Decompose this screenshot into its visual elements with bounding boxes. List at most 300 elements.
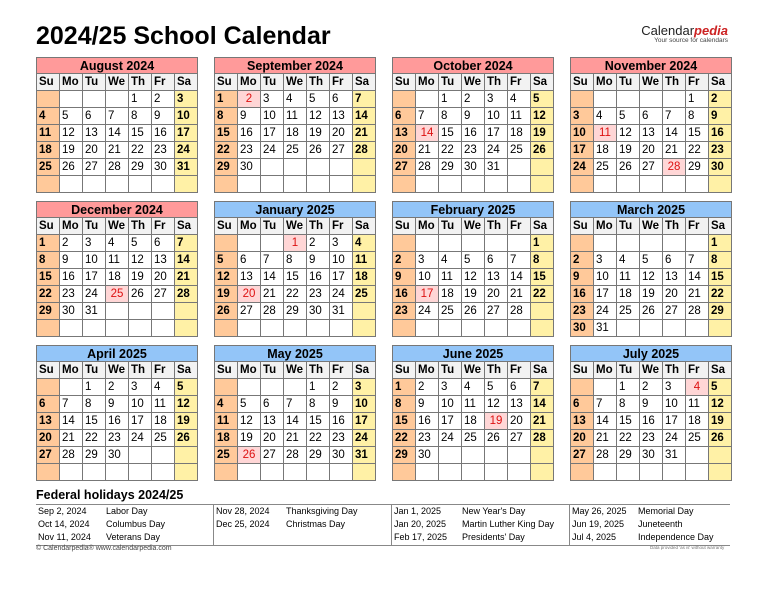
day-cell: 28 (416, 159, 439, 176)
weekday-header: Fr (330, 218, 353, 235)
day-cell: 17 (175, 125, 198, 142)
empty-day-cell (531, 320, 554, 337)
day-cell: 15 (709, 269, 732, 286)
day-cell: 16 (60, 269, 83, 286)
empty-day-cell (462, 235, 485, 252)
day-cell: 30 (307, 303, 330, 320)
day-cell: 27 (238, 303, 261, 320)
weekday-header: Mo (238, 218, 261, 235)
empty-day-cell (594, 464, 617, 481)
day-cell: 29 (83, 447, 106, 464)
day-cell: 7 (106, 108, 129, 125)
empty-day-cell (152, 320, 175, 337)
empty-day-cell (83, 176, 106, 193)
weekday-header: Sa (175, 74, 198, 91)
day-cell: 1 (439, 91, 462, 108)
holiday-date: Jul 4, 2025 (572, 532, 617, 542)
day-cell: 19 (709, 413, 732, 430)
empty-day-cell (617, 91, 640, 108)
day-cell: 29 (215, 159, 238, 176)
day-cell: 17 (485, 125, 508, 142)
day-cell: 19 (175, 413, 198, 430)
empty-day-cell (152, 303, 175, 320)
day-cell: 7 (60, 396, 83, 413)
day-cell: 6 (571, 396, 594, 413)
day-cell: 21 (60, 430, 83, 447)
holiday-day-cell: 1 (284, 235, 307, 252)
holiday-name: Veterans Day (106, 532, 161, 542)
day-cell: 3 (485, 91, 508, 108)
day-cell: 6 (83, 108, 106, 125)
empty-day-cell (284, 159, 307, 176)
day-cell: 24 (439, 430, 462, 447)
day-cell: 25 (439, 303, 462, 320)
day-cell: 9 (238, 108, 261, 125)
weekday-header: Sa (531, 74, 554, 91)
day-cell: 15 (531, 269, 554, 286)
day-cell: 28 (353, 142, 376, 159)
empty-day-cell (353, 176, 376, 193)
day-cell: 19 (617, 142, 640, 159)
empty-day-cell (175, 303, 198, 320)
weekday-header: Tu (261, 218, 284, 235)
month-title: April 2025 (36, 345, 198, 362)
empty-day-cell (215, 464, 238, 481)
day-cell: 7 (353, 91, 376, 108)
day-cell: 30 (106, 447, 129, 464)
day-cell: 12 (307, 108, 330, 125)
empty-day-cell (439, 235, 462, 252)
day-cell: 4 (508, 91, 531, 108)
day-cell: 8 (307, 396, 330, 413)
day-cell: 24 (485, 142, 508, 159)
day-cell: 26 (617, 159, 640, 176)
month-title: March 2025 (570, 201, 732, 218)
day-cell: 13 (663, 269, 686, 286)
empty-day-cell (129, 320, 152, 337)
day-cell: 10 (485, 108, 508, 125)
weekday-header: Tu (617, 74, 640, 91)
day-cell: 27 (37, 447, 60, 464)
day-cell: 25 (215, 447, 238, 464)
day-cell: 14 (508, 269, 531, 286)
day-cell: 13 (571, 413, 594, 430)
day-cell: 21 (175, 269, 198, 286)
empty-day-cell (60, 91, 83, 108)
empty-day-cell (686, 176, 709, 193)
holiday-column (392, 505, 570, 545)
empty-day-cell (485, 235, 508, 252)
day-cell: 17 (439, 413, 462, 430)
weekday-header: Th (485, 362, 508, 379)
day-cell: 3 (353, 379, 376, 396)
holiday-date: Jan 20, 2025 (394, 519, 447, 529)
day-cell: 3 (571, 108, 594, 125)
day-cell: 12 (175, 396, 198, 413)
day-cell: 1 (83, 379, 106, 396)
day-cell: 18 (284, 125, 307, 142)
day-cell: 26 (462, 303, 485, 320)
day-cell: 23 (416, 430, 439, 447)
day-cell: 28 (508, 303, 531, 320)
day-cell: 20 (37, 430, 60, 447)
empty-day-cell (353, 159, 376, 176)
month-title: January 2025 (214, 201, 376, 218)
holiday-row (392, 531, 569, 544)
holiday-column (214, 505, 392, 545)
day-cell: 17 (571, 142, 594, 159)
day-cell: 2 (416, 379, 439, 396)
day-cell: 12 (60, 125, 83, 142)
day-cell: 11 (686, 396, 709, 413)
holiday-row (36, 518, 213, 531)
day-cell: 4 (353, 235, 376, 252)
empty-day-cell (508, 159, 531, 176)
empty-day-cell (307, 176, 330, 193)
empty-day-cell (60, 176, 83, 193)
holiday-row (36, 505, 213, 518)
day-cell: 9 (393, 269, 416, 286)
weekday-header: Su (215, 362, 238, 379)
day-cell: 24 (83, 286, 106, 303)
empty-day-cell (129, 447, 152, 464)
day-cell: 5 (617, 108, 640, 125)
holiday-date: Dec 25, 2024 (216, 519, 270, 529)
weekday-header: Fr (508, 362, 531, 379)
day-cell: 4 (106, 235, 129, 252)
day-cell: 21 (353, 125, 376, 142)
empty-day-cell (617, 235, 640, 252)
day-cell: 6 (152, 235, 175, 252)
weekday-header: Fr (330, 362, 353, 379)
day-cell: 22 (37, 286, 60, 303)
weekday-header: Th (663, 74, 686, 91)
weekday-header: Tu (439, 218, 462, 235)
empty-day-cell (571, 176, 594, 193)
day-cell: 23 (307, 286, 330, 303)
holiday-row (392, 518, 569, 531)
empty-day-cell (215, 320, 238, 337)
day-cell: 13 (485, 269, 508, 286)
empty-day-cell (508, 176, 531, 193)
day-cell: 8 (393, 396, 416, 413)
empty-day-cell (617, 464, 640, 481)
weekday-header: Fr (508, 74, 531, 91)
weekday-header: Su (393, 218, 416, 235)
day-cell: 18 (508, 125, 531, 142)
empty-day-cell (83, 91, 106, 108)
empty-day-cell (686, 464, 709, 481)
day-cell: 12 (238, 413, 261, 430)
footer-disclaimer: Data provided 'as is' without warranty (650, 545, 725, 550)
day-cell: 4 (462, 379, 485, 396)
weekday-header: Fr (508, 218, 531, 235)
day-cell: 15 (686, 125, 709, 142)
empty-day-cell (106, 176, 129, 193)
day-cell: 31 (83, 303, 106, 320)
holiday-date: Feb 17, 2025 (394, 532, 448, 542)
empty-day-cell (416, 320, 439, 337)
empty-day-cell (106, 91, 129, 108)
month-title: November 2024 (570, 57, 732, 74)
day-cell: 28 (261, 303, 284, 320)
empty-day-cell (284, 464, 307, 481)
empty-day-cell (238, 379, 261, 396)
day-cell: 22 (307, 430, 330, 447)
weekday-header: Sa (531, 218, 554, 235)
day-cell: 24 (594, 303, 617, 320)
weekday-header: Tu (617, 218, 640, 235)
day-cell: 22 (686, 142, 709, 159)
day-cell: 21 (261, 286, 284, 303)
empty-day-cell (416, 235, 439, 252)
holiday-name: Thanksgiving Day (286, 506, 358, 516)
day-cell: 18 (439, 286, 462, 303)
empty-day-cell (709, 464, 732, 481)
day-cell: 24 (353, 430, 376, 447)
weekday-header: Th (307, 218, 330, 235)
day-cell: 27 (571, 447, 594, 464)
empty-day-cell (571, 464, 594, 481)
weekday-header: Sa (353, 362, 376, 379)
weekday-header: Su (571, 218, 594, 235)
weekday-header: Sa (175, 218, 198, 235)
calendarpedia-logo[interactable] (620, 24, 728, 45)
weekday-header: Fr (330, 74, 353, 91)
empty-day-cell (261, 320, 284, 337)
day-cell: 23 (393, 303, 416, 320)
day-cell: 7 (508, 252, 531, 269)
empty-day-cell (485, 447, 508, 464)
weekday-header: We (462, 74, 485, 91)
empty-day-cell (238, 176, 261, 193)
weekday-header: Sa (175, 362, 198, 379)
weekday-header: We (284, 74, 307, 91)
day-cell: 14 (60, 413, 83, 430)
weekday-header: Sa (531, 362, 554, 379)
holidays-title: Federal holidays 2024/25 (36, 488, 184, 502)
day-cell: 18 (462, 413, 485, 430)
weekday-header: We (284, 362, 307, 379)
day-cell: 30 (330, 447, 353, 464)
day-cell: 25 (594, 159, 617, 176)
day-cell: 29 (307, 447, 330, 464)
holiday-date: May 26, 2025 (572, 506, 627, 516)
day-cell: 16 (393, 286, 416, 303)
day-cell: 27 (83, 159, 106, 176)
empty-day-cell (238, 464, 261, 481)
day-cell: 27 (508, 430, 531, 447)
day-cell: 16 (640, 413, 663, 430)
weekday-header: Mo (594, 362, 617, 379)
day-cell: 12 (129, 252, 152, 269)
empty-day-cell (37, 320, 60, 337)
empty-day-cell (485, 176, 508, 193)
day-cell: 13 (83, 125, 106, 142)
day-cell: 3 (175, 91, 198, 108)
day-cell: 19 (215, 286, 238, 303)
day-cell: 18 (617, 286, 640, 303)
month-6 (392, 201, 554, 337)
empty-day-cell (686, 447, 709, 464)
weekday-header: Mo (416, 218, 439, 235)
holiday-date: Sep 2, 2024 (38, 506, 87, 516)
weekday-header: Fr (152, 74, 175, 91)
day-cell: 25 (617, 303, 640, 320)
month-3 (570, 57, 732, 193)
logo-tagline: Your source for calendars (654, 37, 728, 44)
weekday-header: We (640, 74, 663, 91)
weekday-header: We (284, 218, 307, 235)
day-cell: 15 (215, 125, 238, 142)
empty-day-cell (330, 159, 353, 176)
day-cell: 22 (709, 286, 732, 303)
day-cell: 4 (439, 252, 462, 269)
empty-day-cell (462, 176, 485, 193)
empty-day-cell (307, 320, 330, 337)
day-cell: 2 (640, 379, 663, 396)
day-cell: 27 (261, 447, 284, 464)
month-title: October 2024 (392, 57, 554, 74)
empty-day-cell (485, 320, 508, 337)
weekday-header: Fr (686, 218, 709, 235)
day-cell: 3 (439, 379, 462, 396)
empty-day-cell (640, 235, 663, 252)
empty-day-cell (152, 464, 175, 481)
day-cell: 14 (106, 125, 129, 142)
day-cell: 16 (152, 125, 175, 142)
weekday-header: Fr (686, 362, 709, 379)
day-cell: 28 (175, 286, 198, 303)
weekday-header: Th (307, 74, 330, 91)
day-cell: 29 (617, 447, 640, 464)
empty-day-cell (60, 320, 83, 337)
day-cell: 20 (330, 125, 353, 142)
weekday-header: Th (485, 74, 508, 91)
empty-day-cell (215, 176, 238, 193)
weekday-header: Mo (238, 362, 261, 379)
weekday-header: Mo (416, 362, 439, 379)
day-cell: 19 (307, 125, 330, 142)
empty-day-cell (462, 320, 485, 337)
empty-day-cell (284, 320, 307, 337)
day-cell: 5 (307, 91, 330, 108)
day-cell: 11 (106, 252, 129, 269)
empty-day-cell (594, 235, 617, 252)
weekday-header: Mo (60, 74, 83, 91)
holiday-date: Jun 19, 2025 (572, 519, 625, 529)
day-cell: 13 (508, 396, 531, 413)
month-title: September 2024 (214, 57, 376, 74)
empty-day-cell (106, 320, 129, 337)
day-cell: 20 (393, 142, 416, 159)
day-cell: 27 (152, 286, 175, 303)
day-cell: 1 (617, 379, 640, 396)
empty-day-cell (416, 176, 439, 193)
day-cell: 12 (215, 269, 238, 286)
day-cell: 30 (152, 159, 175, 176)
holiday-row (214, 518, 391, 531)
empty-day-cell (37, 379, 60, 396)
day-cell: 9 (416, 396, 439, 413)
day-cell: 6 (640, 108, 663, 125)
weekday-header: Tu (617, 362, 640, 379)
month-1 (214, 57, 376, 193)
day-cell: 7 (663, 108, 686, 125)
day-cell: 9 (106, 396, 129, 413)
day-cell: 3 (416, 252, 439, 269)
day-cell: 22 (439, 142, 462, 159)
day-cell: 14 (284, 413, 307, 430)
day-cell: 31 (485, 159, 508, 176)
day-cell: 19 (129, 269, 152, 286)
day-cell: 1 (129, 91, 152, 108)
month-title: June 2025 (392, 345, 554, 362)
day-cell: 13 (238, 269, 261, 286)
day-cell: 3 (129, 379, 152, 396)
empty-day-cell (663, 235, 686, 252)
day-cell: 7 (284, 396, 307, 413)
day-cell: 5 (709, 379, 732, 396)
day-cell: 19 (462, 286, 485, 303)
day-cell: 26 (215, 303, 238, 320)
day-cell: 9 (640, 396, 663, 413)
day-cell: 18 (152, 413, 175, 430)
day-cell: 19 (60, 142, 83, 159)
weekday-header: Th (129, 218, 152, 235)
weekday-header: Su (393, 362, 416, 379)
weekday-header: Mo (594, 218, 617, 235)
day-cell: 25 (37, 159, 60, 176)
day-cell: 16 (462, 125, 485, 142)
day-cell: 17 (663, 413, 686, 430)
day-cell: 24 (261, 142, 284, 159)
weekday-header: Th (129, 362, 152, 379)
day-cell: 22 (284, 286, 307, 303)
day-cell: 26 (485, 430, 508, 447)
day-cell: 5 (175, 379, 198, 396)
day-cell: 11 (152, 396, 175, 413)
empty-day-cell (531, 303, 554, 320)
day-cell: 27 (663, 303, 686, 320)
day-cell: 29 (393, 447, 416, 464)
month-title: August 2024 (36, 57, 198, 74)
day-cell: 29 (439, 159, 462, 176)
day-cell: 23 (709, 142, 732, 159)
day-cell: 22 (393, 430, 416, 447)
weekday-header: Th (129, 74, 152, 91)
weekday-header: We (462, 362, 485, 379)
day-cell: 12 (485, 396, 508, 413)
weekday-header: We (106, 362, 129, 379)
holiday-day-cell: 17 (416, 286, 439, 303)
empty-day-cell (106, 303, 129, 320)
empty-day-cell (571, 379, 594, 396)
day-cell: 2 (152, 91, 175, 108)
day-cell: 18 (686, 413, 709, 430)
day-cell: 13 (330, 108, 353, 125)
empty-day-cell (393, 235, 416, 252)
empty-day-cell (594, 379, 617, 396)
day-cell: 21 (531, 413, 554, 430)
day-cell: 6 (393, 108, 416, 125)
empty-day-cell (330, 464, 353, 481)
day-cell: 17 (353, 413, 376, 430)
day-cell: 8 (83, 396, 106, 413)
day-cell: 23 (152, 142, 175, 159)
day-cell: 26 (709, 430, 732, 447)
day-cell: 6 (261, 396, 284, 413)
